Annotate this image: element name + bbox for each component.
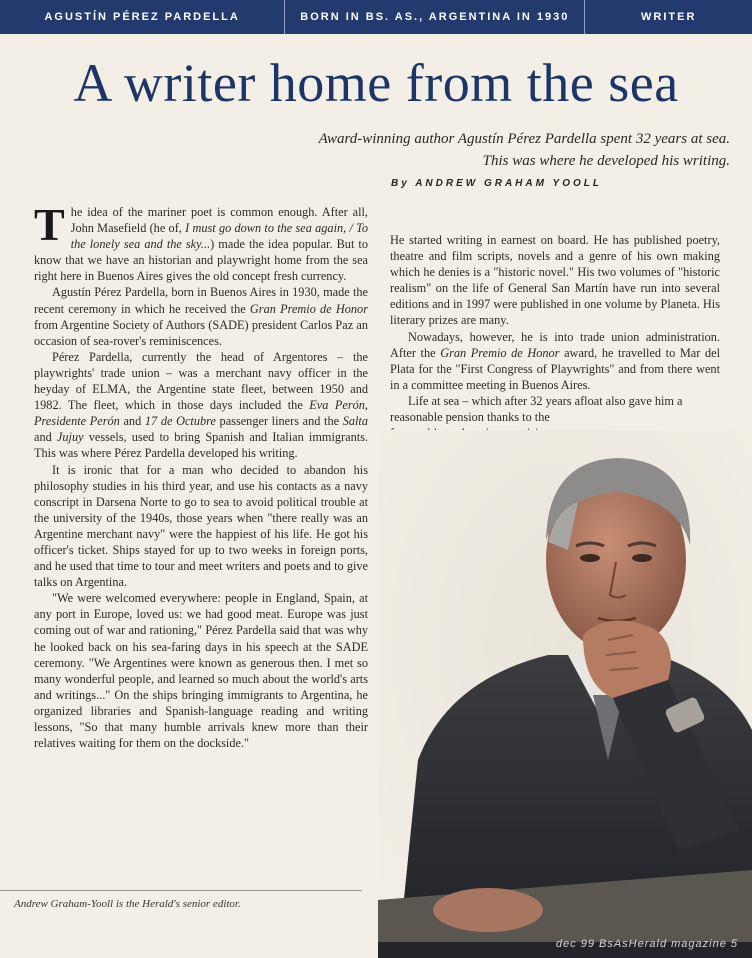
- article-deck: [130, 128, 730, 172]
- left-column: [34, 199, 369, 751]
- article-headline: A writer home from the sea: [73, 53, 679, 113]
- text-run: ) made the idea popular. But to know that we have an historian and playwright home from the sea right here in Buenos Aires gives the old concept fresh currency.: [34, 237, 368, 284]
- ship-name: Jujuy: [56, 430, 84, 445]
- text-line: reasonable pension thanks to the: [390, 410, 550, 425]
- text-run: award, he travelled to Mar del Plata for the "First Congress of Playwrights" and from there went in a committee meeting in Buenos Aires.: [390, 345, 720, 392]
- ship-names: Eva Perón, Presidente Perón: [34, 398, 368, 429]
- paragraph-2: [34, 284, 368, 348]
- ship-name: Salta: [342, 414, 368, 429]
- paragraph-1: [34, 199, 369, 284]
- paragraph-5: "We were welcomed everywhere: people in England, Spain, at any port in Europe, loved us: we had good meat. Europe was just coming out of war and rationing," Pérez Pardella said that was why he looked back on his sea-faring days in his speech at the SADE ceremony. "We Argentines were known as generous then. I met so many wonderful people, and learned so much about the world's arts and writings..." On the ships bringing immigrants to Argentina, he organized libraries and Spanish-language reading and writing lessons, "So that many humble arrivals knew more than their relatives waiting for them on the dockside.": [34, 591, 368, 751]
- quote-run: I must go down to the sea again, / To the lonely sea and the sky...: [70, 221, 369, 252]
- ship-name: 17 de Octubre: [144, 414, 216, 429]
- paragraph-7: [390, 329, 720, 393]
- text-run: and: [119, 414, 145, 429]
- paragraph-6: He started writing in earnest on board. He has published poetry, theatre and film scripts, novels and a genre of his own making which he denies is a "historic novel." His two volumes of "historic realism" on the life of General San Martín have run into several editions and in 1997 were published in one volume by Planeta. His literary prizes are many.: [390, 233, 720, 328]
- award-name: Gran Premio de Honor: [440, 345, 560, 360]
- drop-cap: T: [34, 199, 65, 250]
- footnote-rule: [0, 890, 362, 891]
- portrait-photo: [378, 430, 752, 958]
- deck-line-2: This was where he developed his writing.: [482, 153, 730, 169]
- header-profession: WRITER: [584, 0, 752, 34]
- header-born: BORN IN BS. AS., ARGENTINA IN 1930: [284, 0, 584, 34]
- text-line: Life at sea – which after 32 years afloat also gave him a: [408, 393, 683, 408]
- text-run: he idea of the mariner poet is common enough. After all, John Masefield (he of,: [70, 205, 368, 236]
- text-run: and: [34, 430, 57, 445]
- header-name: AGUSTÍN PÉREZ PARDELLA: [44, 11, 240, 23]
- paragraph-3: [34, 349, 368, 462]
- text-run: passenger liners and the: [215, 414, 343, 429]
- deck-line-1: Award-winning author Agustín Pérez Pardella spent 32 years at sea.: [318, 131, 730, 147]
- masthead-bar: [0, 0, 752, 34]
- paragraph-4: It is ironic that for a man who decided to abandon his philosophy studies in his third year, and use his contacts as a navy conscript in Darsena Norte to go to sea to avoid political trouble at the university of the 1940s, those years when "there really was an Argentine merchant navy" were the happiest of his life. He got his officer's ticket. Ships stayed for up to two weeks in foreign ports, and he used that time to tour and meet writers and poets and to give talks on Argentina.: [34, 462, 368, 590]
- portrait-illustration: [378, 430, 752, 958]
- page-folio: dec 99 BsAsHerald magazine 5: [555, 938, 738, 950]
- article-byline: By ANDREW GRAHAM YOOLL: [391, 178, 602, 189]
- text-run: Pérez Pardella, currently the head of Argentores – the playwrights' trade union – was a merchant navy officer in the heyday of ELMA, the Argentine state fleet, between 1950 and 1982. The fleet, which in those days included the: [34, 349, 368, 413]
- text-run: Nowadays, however, he is into trade union administration. After the: [390, 329, 720, 360]
- award-name: Gran Premio de Honor: [249, 301, 368, 316]
- text-run: from Argentine Society of Authors (SADE) president Carlos Paz an occasion of sea-rover's reminiscences.: [34, 317, 368, 348]
- text-run: vessels, used to bring Spanish and Italian immigrants. This was where Pérez Pardella developed his writing.: [34, 430, 368, 461]
- text-run: Agustín Pérez Pardella, born in Buenos Aires in 1930, made the recent ceremony in which he received the: [34, 285, 368, 316]
- author-footnote: Andrew Graham-Yooll is the Herald's senior editor.: [14, 898, 241, 910]
